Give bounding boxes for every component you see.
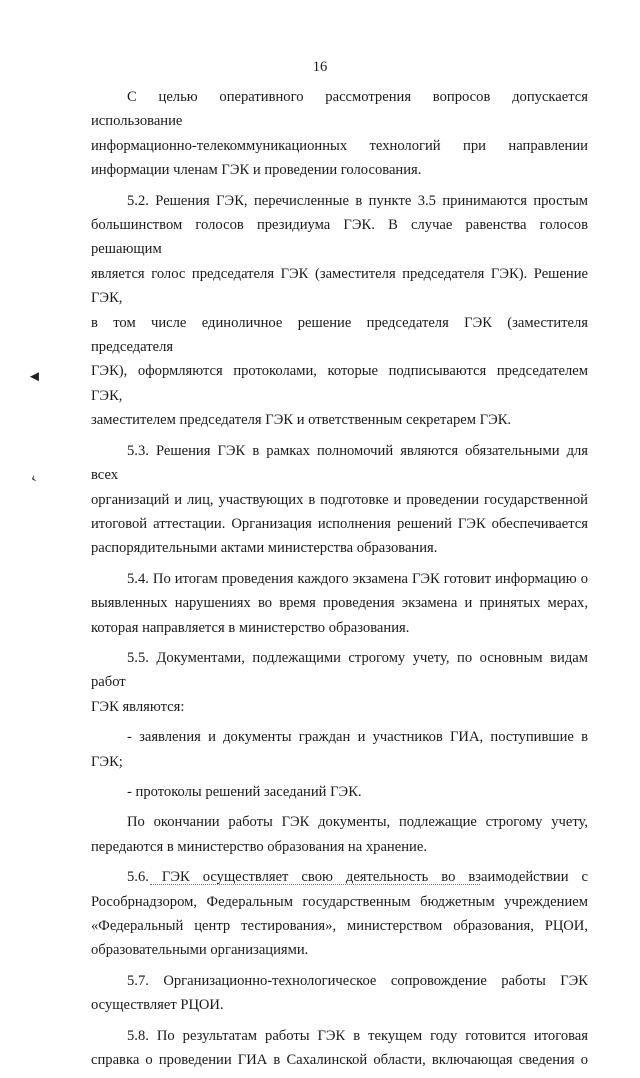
text-line: итоговой аттестации. Организация исполнения решений ГЭК обеспечивается — [91, 515, 588, 532]
paragraph-5-4 — [91, 567, 588, 640]
text-line: С целью оперативного рассмотрения вопросов допускается использование — [91, 89, 588, 130]
text-line: справка о проведении ГИА в Сахалинской области, включающая сведения о — [91, 1052, 588, 1069]
text-line: образовательными организациями. — [91, 942, 309, 959]
text-line: «Федеральный центр тестирования», министерством образования, РЦОИ, — [91, 918, 588, 934]
text-line: Рособрнадзором, Федеральным государственным бюджетным учреждением — [91, 893, 588, 910]
text-line: которая направляется в министерство образования. — [91, 619, 410, 636]
text-line: ГЭК), оформляются протоколами, которые подписываются председателем ГЭК, — [91, 363, 588, 404]
text-line: 5.7. Организационно-технологическое сопровождение работы ГЭК — [127, 972, 588, 989]
text-line: 5.5. Документами, подлежащими строгому учету, по основным видам работ — [91, 649, 588, 691]
paragraph-5-3 — [91, 439, 588, 561]
text-line: По окончании работы ГЭК документы, подлежащие строгому учету, — [127, 814, 588, 831]
paragraph-intro — [91, 85, 588, 183]
text-line: информационно-телекоммуникационных технологий при направлении — [91, 137, 588, 154]
paragraph-5-5 — [91, 646, 588, 719]
paragraph-storage — [91, 810, 588, 859]
text-line: 5.6. ГЭК осуществляет свою деятельность во взаимодействии с — [127, 869, 588, 886]
list-item — [91, 780, 588, 804]
text-line: заместителем председателя ГЭК и ответственным секретарем ГЭК. — [91, 412, 512, 429]
text-line: выявленных нарушениях во время проведения экзамена и принятых мерах, — [91, 595, 588, 612]
text-line: распорядительными актами министерства образования. — [91, 540, 438, 557]
text-line: в том числе единоличное решение председателя ГЭК (заместителя председателя — [91, 314, 588, 356]
page-number: 16 — [312, 59, 328, 75]
text-line: большинством голосов президиума ГЭК. В случае равенства голосов решающим — [91, 217, 588, 258]
paragraph-5-8 — [91, 1024, 588, 1073]
margin-mark-icon: ◄ — [27, 369, 42, 385]
list-item — [91, 725, 588, 774]
text-line: 5.2. Решения ГЭК, перечисленные в пункте 3.5 принимаются простым — [127, 192, 588, 209]
paragraph-5-2 — [91, 189, 588, 433]
text-line: является голос председателя ГЭК (заместителя председателя ГЭК). Решение ГЭК, — [91, 265, 588, 307]
text-line: 5.3. Решения ГЭК в рамках полномочий являются обязательными для всех — [91, 442, 588, 484]
paragraph-5-6 — [91, 865, 588, 963]
text-line: осуществляет РЦОИ. — [91, 997, 224, 1014]
text-line: передаются в министерство образования на хранение. — [91, 838, 427, 855]
text-line: - заявления и документы граждан и участников ГИА, поступившие в ГЭК; — [91, 729, 588, 770]
text-line: организаций и лиц, участвующих в подготовке и проведении государственной — [91, 491, 588, 508]
text-line: 5.4. По итогам проведения каждого экзамена ГЭК готовит информацию о — [127, 570, 588, 587]
footer-rule — [150, 884, 480, 885]
text-line: информации членам ГЭК и проведении голосования. — [91, 162, 422, 179]
text-line: - протоколы решений заседаний ГЭК. — [127, 783, 362, 800]
body-text — [91, 85, 588, 1078]
paragraph-5-7 — [91, 969, 588, 1018]
text-line: 5.8. По результатам работы ГЭК в текущем году готовится итоговая — [127, 1027, 588, 1044]
margin-mark-icon: ‹ — [28, 469, 39, 487]
text-line: ГЭК являются: — [91, 698, 185, 715]
